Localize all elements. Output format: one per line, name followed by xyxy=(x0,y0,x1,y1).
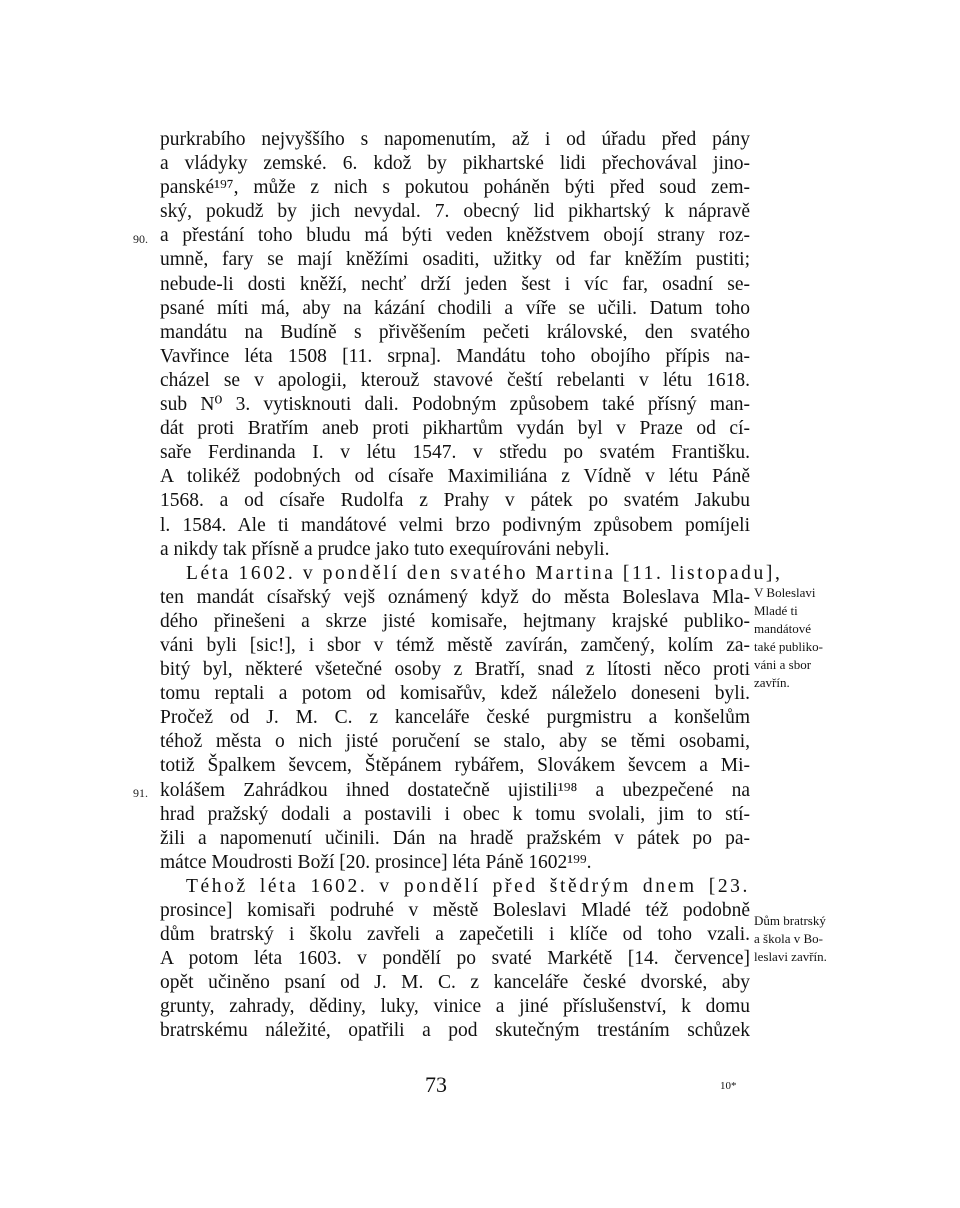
margin-note-line: mandátové xyxy=(754,621,812,636)
text-line: prosince] komisaři podruhé v městě Boleslavi Mladé též podobně xyxy=(160,900,750,921)
line-number: 90. xyxy=(133,232,148,246)
text-line: A potom léta 1603. v pondělí po svaté Markétě [14. července] xyxy=(160,948,750,970)
text-line: a vládyky zemské. 6. kdož by pikhartské lidi přechovával jino- xyxy=(160,153,750,175)
text-line: bitý byl, některé všetečné osoby z Bratří, snad z lítosti něco proti xyxy=(160,659,750,681)
text-line: ský, pokudž by jich nevydal. 7. obecný lid pikhartský k nápravě xyxy=(160,201,750,223)
text-line: Téhož léta 1602. v pondělí před štědrým dnem [23. xyxy=(186,875,750,897)
text-line: sub N⁰ 3. vytisknouti dali. Podobným způsobem také přísný man- xyxy=(160,394,750,416)
text-line: Léta 1602. v pondělí den svatého Martina [11. listopadu], xyxy=(186,562,783,584)
page-number: 73 xyxy=(425,1072,447,1097)
text-line: mandátu na Budíně s přivěšením pečeti královské, den svatého xyxy=(160,321,750,343)
text-line: tomu reptali a potom od komisařův, kdež náleželo doneseni byli. xyxy=(160,683,750,705)
text-line: saře Ferdinanda I. v létu 1547. v středu po svatém Františku. xyxy=(160,442,750,464)
margin-note-line: také publiko- xyxy=(754,639,823,654)
margin-note-line: váni a sbor xyxy=(754,657,812,672)
text-line: kolášem Zahrádkou ihned dostatečně ujistili¹⁹⁸ a ubezpečené na xyxy=(160,779,750,801)
text-line: ten mandát císařský vejš oznámený když do města Boleslava Mla- xyxy=(160,586,750,608)
text-line: totiž Špalkem ševcem, Štěpánem rybářem, Slovákem ševcem a Mi- xyxy=(160,755,750,777)
margin-note xyxy=(754,584,864,692)
text-line: a nikdy tak přísně a prudce jako tuto exequírováni nebyli. xyxy=(160,538,610,560)
text-line: žili a napomenutí učinili. Dán na hradě pražském v pátek po pa- xyxy=(160,827,750,849)
line-number: 91. xyxy=(133,786,148,800)
text-line: opět učiněno psaní od J. M. C. z kanceláře české dvorské, aby xyxy=(160,972,750,994)
signature-mark: 10* xyxy=(720,1080,737,1092)
margin-note xyxy=(754,912,864,966)
text-line: psané míti má, aby na kázání chodili a víře se učili. Datum toho xyxy=(160,297,750,319)
text-line: dého přinešeni a skrze jisté komisaře, hejtmany krajské publiko- xyxy=(160,610,750,632)
text-line: dát proti Bratřím aneb proti pikhartům vydán byl v Praze od cí- xyxy=(160,418,750,440)
margin-note-line: Dům bratrský xyxy=(754,913,826,928)
margin-note-line: V Boleslavi xyxy=(754,585,816,600)
text-line: dům bratrský i školu zavřeli a zapečetili i klíče od toho vzali. xyxy=(160,924,750,946)
text-line: hrad pražský dodali a postavili i obec k tomu svolali, jim to stí- xyxy=(160,803,750,825)
margin-note-line: leslavi zavřín. xyxy=(754,949,827,964)
text-line: purkrabího nejvyššího s napomenutím, až i od úřadu před pány xyxy=(160,129,750,150)
margin-note-line: zavřín. xyxy=(754,675,790,690)
text-line: a přestání toho bludu má býti veden kněžstvem obojí strany roz- xyxy=(160,225,750,247)
text-line: grunty, zahrady, dědiny, luky, vinice a jiné příslušenství, k domu xyxy=(160,996,750,1018)
text-line: A tolikéž podobných od císaře Maximiliána z Vídně v létu Páně xyxy=(160,466,750,488)
text-line: l. 1584. Ale ti mandátové velmi brzo podivným způsobem pomíjeli xyxy=(160,514,750,536)
text-line: cházel se v apologii, kterouž stavové čeští rebelanti v létu 1618. xyxy=(160,369,750,391)
text-line: Pročež od J. M. C. z kanceláře české purgmistru a konšelům xyxy=(160,707,750,729)
text-line: umně, fary se mají kněžími osaditi, užitky od far kněžím pustiti; xyxy=(160,249,750,271)
margin-note-line: a škola v Bo- xyxy=(754,931,823,946)
text-line: mátce Moudrosti Boží [20. prosince] léta Páně 1602¹⁹⁹. xyxy=(160,851,592,873)
text-line: Vavřince léta 1508 [11. srpna]. Mandátu toho obojího přípis na- xyxy=(160,345,750,367)
text-line: bratrskému náležité, opatřili a pod skutečným trestáním schůzek xyxy=(160,1020,750,1042)
text-line: téhož města o nich jisté poručení se stalo, aby se těmi osobami, xyxy=(160,731,750,753)
text-line: 1568. a od císaře Rudolfa z Prahy v pátek po svatém Jakubu xyxy=(160,490,750,512)
text-line: panské¹⁹⁷, může z nich s pokutou poháněn býti před soud zem- xyxy=(160,177,750,199)
text-line: nebude-li dosti kněží, nechť drží jeden šest i víc far, osadní se- xyxy=(160,273,750,295)
text-line: váni byli [sic!], i sbor v témž městě zavírán, zamčený, kolím za- xyxy=(160,634,750,656)
margin-note-line: Mladé ti xyxy=(754,603,798,618)
